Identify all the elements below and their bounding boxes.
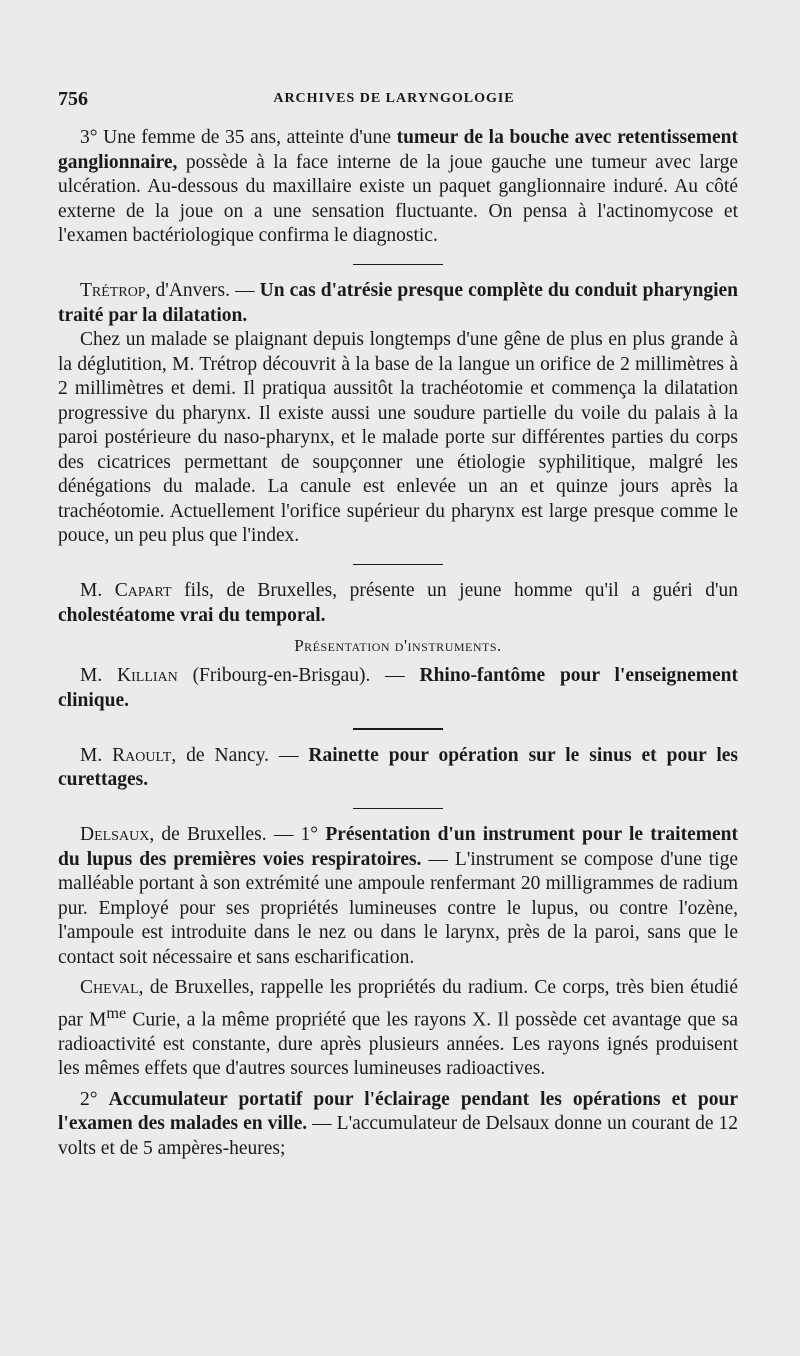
author-tretrop: Trétrop bbox=[80, 280, 146, 301]
separator-rule bbox=[353, 728, 443, 730]
separator-rule bbox=[353, 564, 443, 566]
section-heading: Présentation d'instruments. bbox=[294, 636, 502, 655]
entry-capart: M. Capart fils, de Bruxelles, présente un jeune homme qu'il a guéri d'un cholestéatome vrai du temporal. bbox=[58, 580, 739, 626]
page-header bbox=[58, 88, 730, 114]
entry-raoult: M. Raoult, de Nancy. — Rainette pour opération sur le sinus et pour les curettages. bbox=[58, 744, 738, 790]
page-body bbox=[58, 126, 738, 1161]
running-head: ARCHIVES DE LARYNGOLOGIE bbox=[273, 91, 515, 106]
title-delsaux: Présentation d'un instrument pour le traitement du lupus des premières voies respiratoires. bbox=[58, 824, 738, 870]
entry-killian: M. Killian (Fribourg-en-Brisgau). — Rhino-fantôme pour l'enseignement clinique. bbox=[58, 665, 738, 711]
page-number: 756 bbox=[58, 88, 88, 110]
title-killian: Rhino-fantôme pour l'enseignement clinique. bbox=[58, 665, 738, 711]
separator-rule bbox=[353, 264, 443, 266]
author-capart: Capart bbox=[114, 580, 172, 601]
paragraph-case-3: 3° Une femme de 35 ans, atteinte d'une tumeur de la bouche avec retentissement ganglionnaire, possède à la face interne de la joue gauche une tumeur avec large ulcération. Au-dessous du maxillaire existe un paquet ganglionnaire induré. Au côté externe de la joue on a une sensation fluctuante. On pensa à l'actinomycose et l'examen bactériologique confirma le diagnostic. bbox=[58, 127, 739, 246]
title-capart: cholestéatome vrai du temporal. bbox=[58, 604, 326, 626]
entry-accumulateur: 2° Accumulateur portatif pour l'éclairage pendant les opérations et pour l'examen des malades en ville. — L'accumulateur de Delsaux donne un courant de 12 volts et de 5 ampères-heures; bbox=[58, 1088, 738, 1159]
separator-rule bbox=[353, 808, 443, 810]
title-raoult: Rainette pour opération sur le sinus et pour les curettages. bbox=[58, 744, 738, 790]
entry-tretrop: Trétrop, d'Anvers. — Un cas d'atrésie presque complète du conduit pharyngien traité par la dilatation. bbox=[58, 280, 738, 326]
superscript-me: me bbox=[106, 1003, 127, 1022]
case-3-bold: tumeur de la bouche avec retentissement ganglionnaire, bbox=[58, 127, 739, 173]
author-killian: Killian bbox=[117, 665, 178, 686]
author-cheval: Cheval bbox=[80, 977, 139, 998]
author-delsaux: Delsaux bbox=[80, 824, 150, 845]
entry-delsaux: Delsaux, de Bruxelles. — 1° Présentation d'un instrument pour le traitement du lupus des premières voies respiratoires. — L'instrument se compose d'une tige malléable portant à son extrémité une ampoule renfermant 20 milligrammes de radium pur. Employé pour ses propriétés lumineuses contre le lupus, ou contre l'ozène, l'ampoule est introduite dans le nez ou dans le larynx, près de la paroi, sans que le contact soit nécessaire et sans escharification. bbox=[58, 824, 738, 968]
entry-cheval: Cheval, de Bruxelles, rappelle les propriétés du radium. Ce corps, très bien étudié par $M^{me}$ Curie, a la même propriété que les rayons X. Il possède cet avantage que sa radioactivité est constante, dure après plusieurs années. Les rayons ignés produisent les mêmes effets que d'autres sources lumineuses radioactives. bbox=[58, 977, 738, 1079]
title-tretrop: Un cas d'atrésie presque complète du conduit pharyngien traité par la dilatation. bbox=[58, 280, 738, 326]
title-accumulateur: Accumulateur portatif pour l'éclairage pendant les opérations et pour l'examen des malades en ville. bbox=[58, 1088, 738, 1134]
paragraph-tretrop-body: Chez un malade se plaignant depuis longtemps d'une gêne de plus en plus grande à la déglutition, M. Trétrop découvrit à la base de la langue un orifice de 2 millimètres à 2 millimètres et demi. Il pratiqua aussitôt la trachéotomie et commença la dilatation progressive du pharynx. Il existe aussi une soudure partielle du voile du palais à la paroi postérieure du naso-pharynx, et le malade porte sur différentes parties du corps des cicatrices permettant de soupçonner une étiologie syphilitique, malgré les dénégations du malade. La canule est enlevée un an et quinze jours après la trachéotomie. Actuellement l'orifice supérieur du pharynx est large presque comme le pouce, un peu plus que l'index. bbox=[58, 329, 738, 546]
author-raoult: Raoult bbox=[112, 744, 172, 766]
